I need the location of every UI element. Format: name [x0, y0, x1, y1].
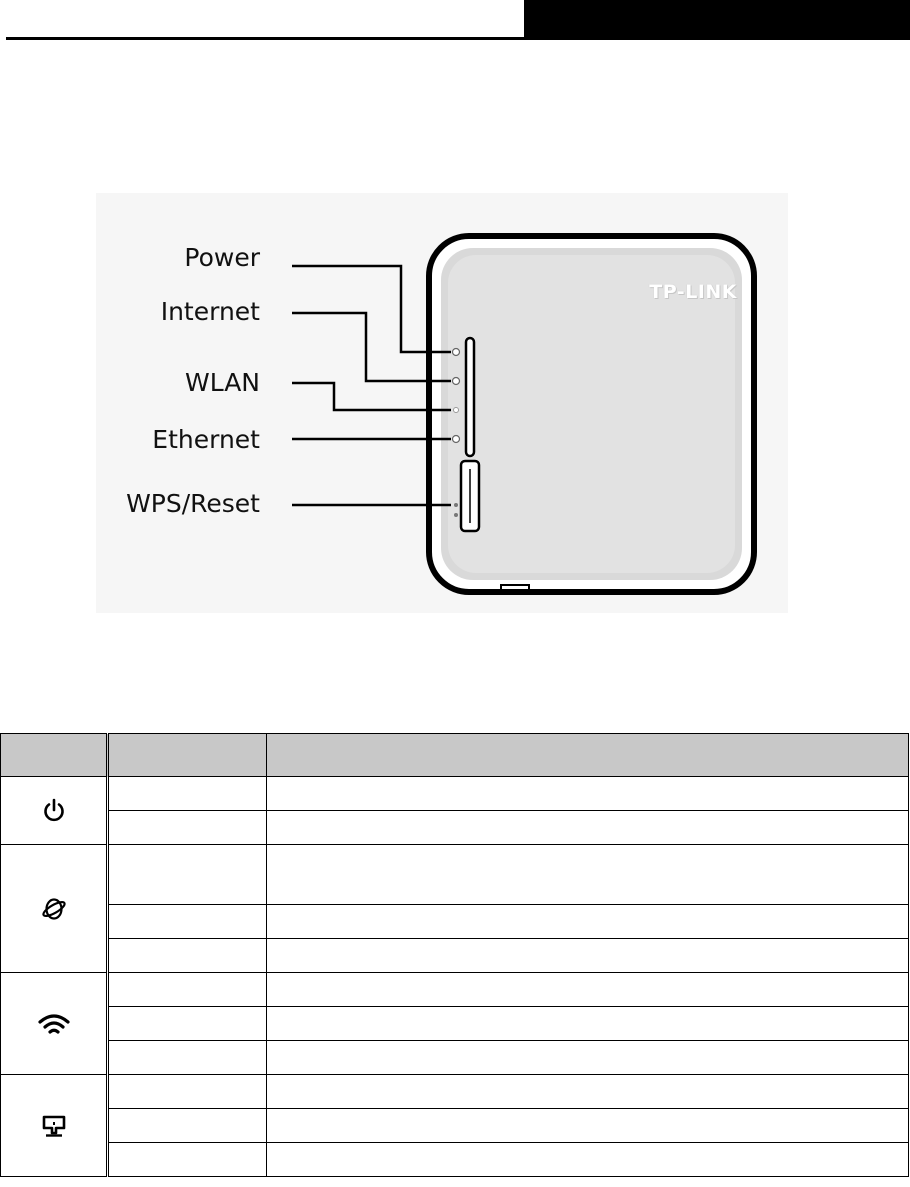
internet-led-cell [1, 845, 108, 973]
indication-cell [267, 1041, 909, 1075]
status-cell [108, 973, 267, 1007]
table-row [1, 845, 909, 905]
header-rule [6, 37, 526, 40]
table-row [1, 1007, 909, 1041]
status-cell [108, 845, 267, 905]
table-row [1, 811, 909, 845]
callout-power: Power [184, 243, 260, 272]
table-row [1, 939, 909, 973]
indication-cell [267, 1007, 909, 1041]
table-row [1, 1109, 909, 1143]
status-cell [108, 1075, 267, 1109]
brand-logo: TP-LINK [649, 281, 737, 303]
indication-cell [267, 905, 909, 939]
header-cell-indication [267, 734, 909, 777]
status-cell [108, 777, 267, 811]
indication-cell [267, 811, 909, 845]
wlan-led-cell [1, 973, 108, 1075]
ethernet-led [453, 436, 460, 443]
header-cell-status [108, 734, 267, 777]
wlan-icon [38, 1013, 70, 1035]
table-row [1, 777, 909, 811]
callout-internet: Internet [160, 297, 260, 326]
status-cell [108, 1041, 267, 1075]
led-status-table [0, 733, 909, 1177]
indication-cell [267, 1143, 909, 1177]
indication-cell [267, 1075, 909, 1109]
router-front-panel-figure [96, 193, 788, 613]
status-cell [108, 939, 267, 973]
table-row [1, 1075, 909, 1109]
status-cell [108, 1109, 267, 1143]
status-cell [108, 905, 267, 939]
table-row [1, 973, 909, 1007]
status-cell [108, 1143, 267, 1177]
table-header-row [1, 734, 909, 777]
status-cell [108, 1007, 267, 1041]
power-led [453, 349, 460, 356]
indication-cell [267, 939, 909, 973]
indication-cell [267, 973, 909, 1007]
table-row [1, 1143, 909, 1177]
callout-ethernet: Ethernet [152, 425, 260, 454]
table-row [1, 905, 909, 939]
indication-cell [267, 1109, 909, 1143]
ethernet-icon [41, 1114, 67, 1138]
header-cell-led [1, 734, 108, 777]
table-row [1, 1041, 909, 1075]
header-bar [524, 0, 910, 40]
internet-led [453, 378, 460, 385]
indication-cell [267, 845, 909, 905]
callout-wps-reset: WPS/Reset [126, 489, 260, 518]
internet-icon [40, 896, 68, 922]
wlan-led [454, 408, 459, 413]
ethernet-led-cell [1, 1075, 108, 1177]
status-cell [108, 811, 267, 845]
power-icon [42, 798, 66, 824]
power-led-cell [1, 777, 108, 845]
callout-wlan: WLAN [184, 368, 260, 397]
indication-cell [267, 777, 909, 811]
led-strip [466, 338, 474, 456]
